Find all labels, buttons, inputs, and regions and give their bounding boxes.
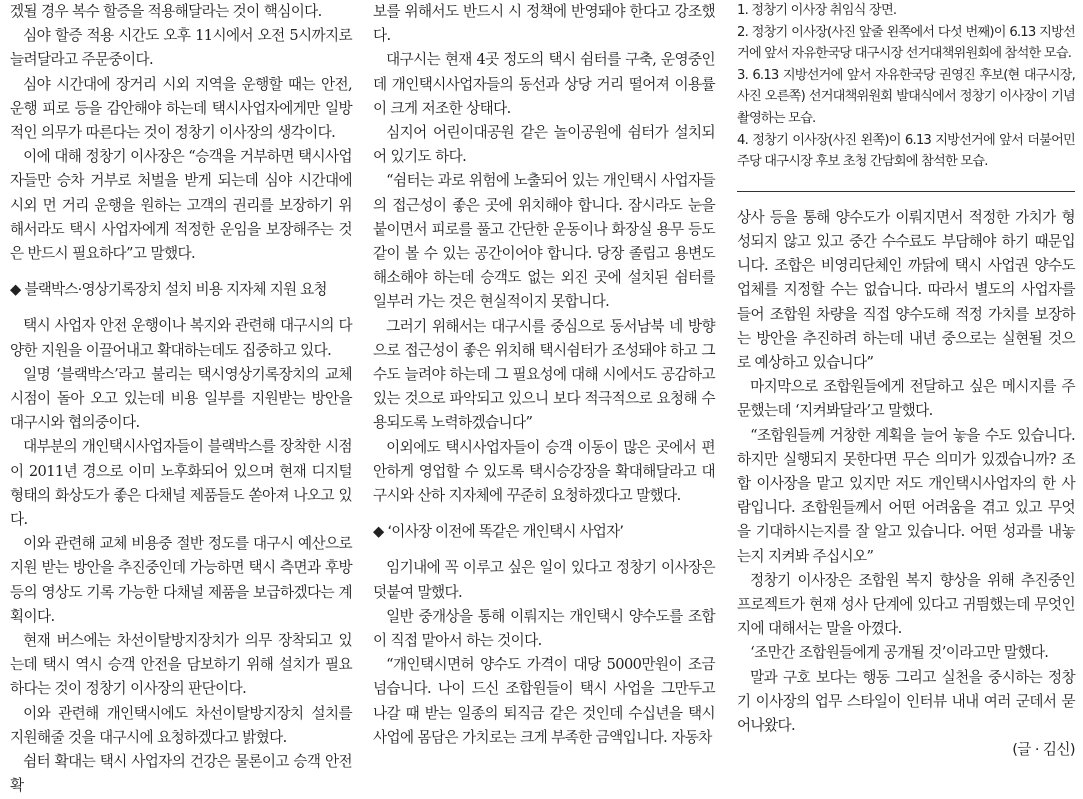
paragraph: 이외에도 택시사업자들이 승객 이동이 많은 곳에서 편안하게 영업할 수 있도록 택시승강장을 확대해달라고 대구시와 산하 지자체에 꾸준히 요청하겠다고 말했다. xyxy=(373,438,715,505)
spacer xyxy=(10,266,352,278)
section-heading-text: 블랙박스·영상기록장치 설치 비용 지자체 지원 요청 xyxy=(24,281,327,299)
diamond-bullet-icon: ◆ xyxy=(10,281,21,299)
paragraph: 임기내에 꼭 이루고 싶은 일이 있다고 정창기 이사장은 덧붙여 말했다. xyxy=(373,559,715,601)
article-column-1 xyxy=(10,0,352,799)
paragraph: 말과 구호 보다는 행동 그리고 실천을 중시하는 정창기 이사장의 업무 스타일이 인터뷰 내내 여러 군데서 묻어나왔다. xyxy=(737,668,1075,735)
article-column-2 xyxy=(373,0,715,750)
paragraph: 상사 등을 통해 양수도가 이뤄지면서 적정한 가치가 형성되지 않고 있고 중간 수수료도 부담해야 하기 때문입니다. 조합은 비영리단체인 까닭에 택시 사업권 양수도 업체를 지정할 수는 없습니다. 따라서 별도의 사업자를 들어 조합원 차량을 직접 양수도해 적정 가치를 보장하는 방안을 추진하려 하는데 내년 중으로는 실현될 것으로 예상하고 있습니다” xyxy=(737,208,1075,371)
photo-caption: 3. 6.13 지방선거에 앞서 자유한국당 권영진 후보(현 대구시장, 사진 오른쪽) 선거대책위원회 발대식에서 정창기 이사장이 기념촬영하는 모습. xyxy=(737,67,1075,126)
paragraph: 일반 중개상을 통해 이뤄지는 개인택시 양수도를 조합이 직접 맡아서 하는 것이다. xyxy=(373,607,715,650)
section-heading xyxy=(373,520,715,544)
paragraph: 쉼터 확대는 택시 사업자의 건강은 물론이고 승객 안전 확 xyxy=(10,753,352,795)
paragraph: 현재 버스에는 차선이탈방지장치가 의무 장착되고 있는데 택시 역시 승객 안전을 담보하기 위해 설치가 필요하다는 것이 정창기 이사장의 판단이다. xyxy=(10,632,352,698)
article-column-3 xyxy=(737,0,1075,762)
paragraph: 보를 위해서도 반드시 시 정책에 반영돼야 한다고 강조했다. xyxy=(373,3,715,45)
author-byline: (글 · 김신) xyxy=(1012,741,1075,759)
paragraph: “쉼터는 과로 위험에 노출되어 있는 개인택시 사업자들의 접근성이 좋은 곳에 위치해야 합니다. 잠시라도 눈을 붙이면서 피로를 풀고 간단한 운동이나 화장실 용무 등도 같이 볼 수 있는 공간이어야 합니다. 당장 졸립고 용변도 해소해야 하는데 승객도 없는 외진 곳에 설치된 쉼터를 일부러 가는 것은 현실적이지 못합니다. xyxy=(373,172,715,311)
paragraph: 대부분의 개인택시사업자들이 블랙박스를 장착한 시점이 2011년 경으로 이미 노후화되어 있으며 현재 디지털 형태의 화상도가 좋은 다채널 제품들도 쏟아져 나오고 있다. xyxy=(10,438,352,529)
spacer xyxy=(373,544,715,556)
paragraph: 심야 할증 적용 시간도 오후 11시에서 오전 5시까지로 늘려달라고 주문중이다. xyxy=(10,27,352,69)
paragraph: “조합원들께 거창한 계획을 늘어 놓을 수도 있습니다. 하지만 실행되지 못한다면 무슨 의미가 있겠습니까? 조합 이사장을 맡고 있지만 저도 개인택시사업자의 한 사람입니다. 조합원들께서 어떤 어려움을 겪고 있고 무엇을 기대하시는지를 잘 알고 있습니다. 어떤 성과를 내놓는지 지켜봐 주십시오” xyxy=(737,426,1075,565)
paragraph: 이에 대해 정창기 이사장은 “승객을 거부하면 택시사업자들만 승차 거부로 처벌을 받게 되는데 심야 시간대에 시외 먼 거리 운행을 원하는 고객의 권리를 보장하기 위해서라도 택시 사업자에게 적정한 운임을 보장해주는 것은 반드시 필요하다”고 말했다. xyxy=(10,148,352,263)
diamond-bullet-icon: ◆ xyxy=(373,523,384,541)
paragraph: 심야 시간대에 장거리 시외 지역을 운행할 때는 안전, 운행 피로 등을 감안해야 하는데 택시사업자에게만 일방적인 의무가 따른다는 것이 정창기 이사장의 생각이다. xyxy=(10,75,352,142)
paragraph: 마지막으로 조합원들에게 전달하고 싶은 메시지를 주문했는데 ‘지켜봐달라’고 말했다. xyxy=(737,378,1075,420)
paragraph: 그러기 위해서는 대구시를 중심으로 동서남북 네 방향으로 접근성이 좋은 위치해 택시쉼터가 조성돼야 하고 그 수도 늘려야 하는데 그 필요성에 대해 시에서도 공감하고 있는 것으로 파악되고 있으니 보다 적극적으로 요청해 수용되도록 노력하겠습니다” xyxy=(373,317,715,432)
paragraph: 정창기 이사장은 조합원 복지 향상을 위해 추진중인 프로젝트가 현재 성사 단계에 있다고 귀띔했는데 무엇인지에 대해서는 말을 아꼈다. xyxy=(737,571,1075,638)
spacer xyxy=(10,302,352,314)
paragraph: “개인택시면허 양수도 가격이 대당 5000만원이 조금 넘습니다. 나이 드신 조합원들이 택시 사업을 그만두고 나갈 때 받는 일종의 퇴직금 같은 것인데 수십년을 택시 사업에 몸담은 가치로는 크게 부족한 금액입니다. 자동차 xyxy=(373,656,715,746)
paragraph: 택시 사업자 안전 운행이나 복지와 관련해 대구시의 다양한 지원을 이끌어내고 확대하는데도 집중하고 있다. xyxy=(10,317,352,359)
paragraph: 이와 관련해 개인택시에도 차선이탈방지장치 설치를 지원해줄 것을 대구시에 요청하겠다고 밝혔다. xyxy=(10,704,352,746)
section-heading xyxy=(10,278,352,302)
paragraph: 이와 관련해 교체 비용중 절반 정도를 대구시 예산으로 지원 받는 방안을 추진중인데 가능하면 택시 측면과 후방 등의 영상도 기록 가능한 다채널 제품을 보급하겠다는 계획이다. xyxy=(10,535,352,625)
paragraph: 겠될 경우 복수 할증을 적용해달라는 것이 핵심이다. xyxy=(10,3,322,20)
paragraph: 일명 ‘블랙박스’라고 불리는 택시영상기록장치의 교체시점이 돌아 오고 있는데 비용 일부를 지원받는 방안을 대구시와 협의중이다. xyxy=(10,365,352,432)
paragraph: ‘조만간 조합원들에게 공개될 것’이라고만 말했다. xyxy=(750,644,1049,662)
section-heading-text: ‘이사장 이전에 똑같은 개인택시 사업자’ xyxy=(387,523,624,541)
photo-captions xyxy=(737,0,1075,173)
photo-caption: 1. 정창기 이사장 취임식 장면. xyxy=(737,3,897,18)
paragraph: 심지어 어린이대공원 같은 놀이공원에 쉼터가 설치되어 있기도 하다. xyxy=(373,124,715,166)
spacer xyxy=(373,508,715,520)
photo-caption: 4. 정창기 이사장(사진 왼쪽)이 6.13 지방선거에 앞서 더불어민주당 대구시장 후보 초청 간담회에 참석한 모습. xyxy=(737,132,1075,170)
caption-divider xyxy=(737,191,1075,192)
photo-caption: 2. 정창기 이사장(사진 앞줄 왼쪽에서 다섯 번째)이 6.13 지방선거에 앞서 자유한국당 대구시장 선거대책위원회에 참석한 모습. xyxy=(737,24,1075,62)
paragraph: 대구시는 현재 4곳 정도의 택시 쉼터를 구축, 운영중인데 개인택시사업자들의 동선과 상당 거리 떨어져 이용률이 크게 저조한 상태다. xyxy=(373,51,715,117)
